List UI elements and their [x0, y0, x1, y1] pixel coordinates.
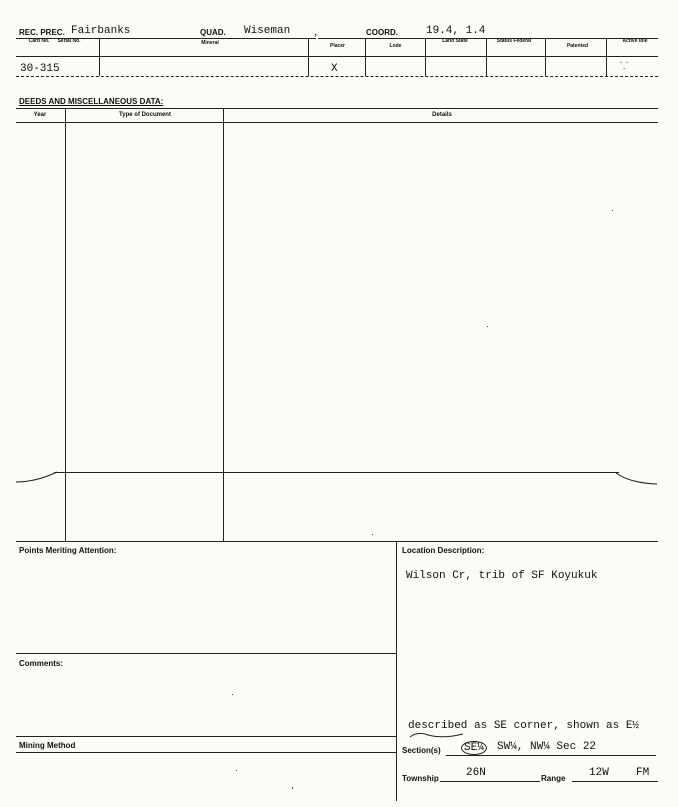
points-bottom-line	[16, 653, 396, 654]
arrow-mark	[408, 729, 468, 743]
township-label: Township	[402, 774, 439, 783]
deeds-col-details: Details	[432, 112, 452, 118]
col-card-no: Card No.	[28, 38, 50, 44]
claims-vline	[486, 38, 487, 76]
claims-vline	[606, 38, 607, 76]
col-placer: Placer	[329, 43, 345, 49]
col-mineral: Mineral	[201, 40, 219, 46]
coord-label: COORD.	[366, 28, 398, 37]
col-status-federal: Status Federal	[496, 38, 532, 44]
fold-curve-right	[616, 472, 658, 486]
location-note: described as SE corner, shown as E½	[408, 720, 640, 732]
col-active-idle: Active Idle	[622, 38, 648, 44]
mining-label: Mining Method	[19, 741, 76, 750]
speck	[487, 326, 488, 327]
deeds-top-line	[16, 108, 658, 109]
fold-curve-left	[16, 468, 58, 484]
mining-line	[16, 752, 396, 753]
comments-bottom-line	[16, 736, 396, 737]
deeds-col-year: Year	[33, 112, 47, 118]
section-label: Section(s)	[402, 746, 441, 755]
pencil-mark: ⸪	[620, 61, 629, 72]
range-underline	[572, 781, 658, 782]
rec-prec-value: Fairbanks	[71, 25, 131, 37]
col-lode: Lode	[389, 43, 402, 49]
deeds-header-line	[16, 122, 658, 123]
section-underline	[446, 755, 656, 756]
meridian-value: FM	[636, 767, 650, 779]
claims-header-divider	[16, 56, 658, 57]
deeds-col-type: Type of Document	[119, 112, 171, 118]
col-patented: Patented	[566, 43, 589, 49]
speck	[372, 534, 373, 535]
col-serial-no: Serial No.	[57, 38, 81, 44]
points-label: Points Meriting Attention:	[19, 546, 117, 555]
range-label: Range	[541, 774, 566, 783]
claims-vline	[99, 38, 100, 76]
header-underline-right	[318, 38, 658, 39]
speck	[292, 787, 293, 789]
fold-line	[54, 472, 619, 473]
range-value: 12W	[589, 767, 609, 779]
coord-value: 19.4, 1.4	[426, 25, 486, 37]
deeds-vline-year	[65, 108, 66, 541]
lower-vline	[396, 541, 397, 801]
speck	[236, 770, 237, 771]
claims-vline	[545, 38, 546, 76]
township-value: 26N	[466, 767, 486, 779]
comma-mark: ,	[314, 24, 318, 38]
location-label: Location Description:	[402, 546, 485, 555]
quad-label: QUAD.	[200, 28, 226, 37]
comments-label: Comments:	[19, 659, 64, 668]
lower-top-line	[16, 541, 658, 542]
claims-vline	[425, 38, 426, 76]
speck	[612, 210, 613, 211]
speck	[232, 694, 233, 695]
col-land-state: Land State	[442, 38, 468, 44]
section-rest: SW¼, NW¼ Sec 22	[497, 741, 597, 753]
deeds-title: DEEDS AND MISCELLANEOUS DATA:	[19, 97, 164, 106]
claims-vline	[365, 38, 366, 76]
deeds-vline-type	[223, 108, 224, 541]
township-underline	[440, 781, 540, 782]
claims-vline	[308, 38, 309, 76]
section-circled: SE¼	[461, 741, 487, 755]
rec-prec-label: REC. PREC.	[19, 28, 65, 37]
claims-bottom-line	[16, 76, 658, 77]
card-no-value: 30-315	[20, 63, 60, 75]
location-text: Wilson Cr, trib of SF Koyukuk	[406, 570, 598, 582]
quad-value: Wiseman	[244, 25, 291, 37]
placer-mark: X	[331, 63, 338, 75]
